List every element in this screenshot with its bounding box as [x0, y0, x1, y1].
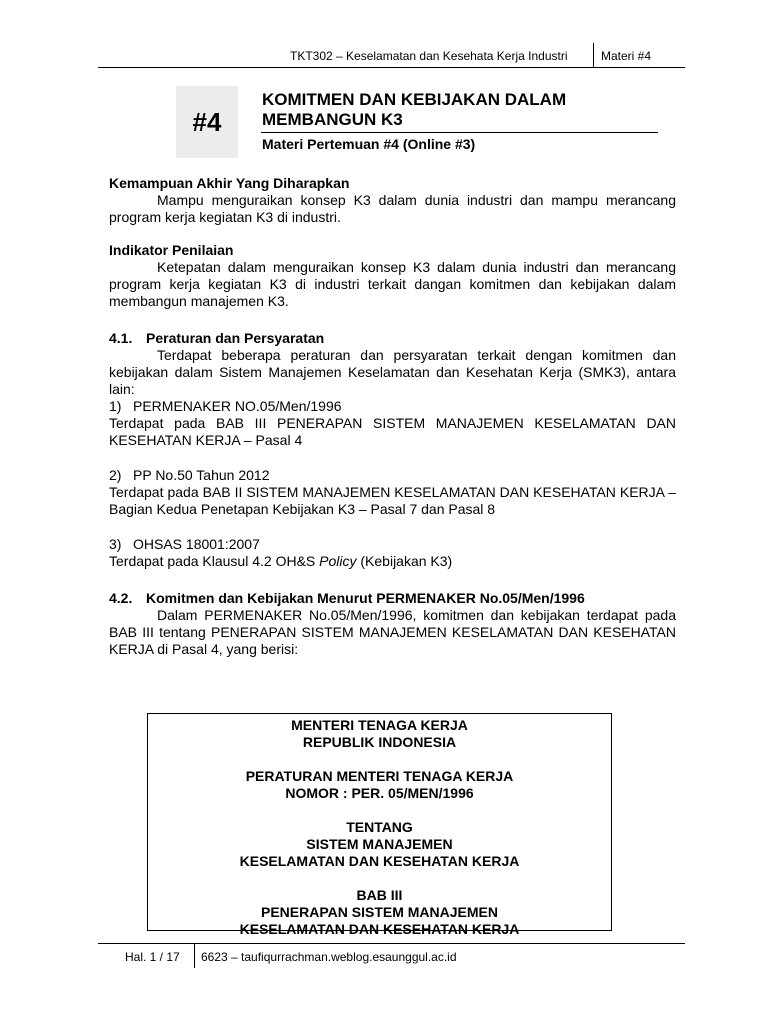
kemampuan-heading: Kemampuan Akhir Yang Diharapkan — [109, 175, 350, 191]
footer-page-number: Hal. 1 / 17 — [125, 950, 180, 964]
section-4-2-title: Komitmen dan Kebijakan Menurut PERMENAKER No.05/Men/1996 — [146, 590, 585, 606]
section-4-1-title: Peraturan dan Persyaratan — [146, 330, 325, 346]
footer-divider — [194, 944, 195, 968]
list-item-number: 3) — [109, 536, 122, 552]
reg-line: PERATURAN MENTERI TENAGA KERJA — [245, 768, 514, 784]
reg-line: MENTERI TENAGA KERJA — [291, 717, 468, 733]
list-item — [109, 467, 676, 484]
section-4-2-heading — [109, 590, 676, 607]
header-course-title: TKT302 – Keselamatan dan Kesehata Kerja Industri — [290, 49, 568, 63]
footer-site: 6623 – taufiqurrachman.weblog.esaunggul.ac.id — [201, 950, 457, 964]
reg-line: TENTANG — [346, 819, 413, 835]
list-item-desc — [109, 553, 676, 570]
reg-line: BAB III — [356, 887, 403, 903]
list-item-desc-post: (Kebijakan K3) — [356, 553, 453, 569]
section-4-1-intro: Terdapat beberapa peraturan dan persyaratan terkait dengan komitmen dan kebijakan dalam Sistem Manajemen Keselamatan dan Kesehatan Kerja (SMK3), antara lain: — [109, 347, 676, 397]
list-item — [109, 536, 676, 553]
header-rule — [98, 67, 685, 68]
list-item-title: PERMENAKER NO.05/Men/1996 — [133, 398, 342, 414]
reg-line: KESELAMATAN DAN KESEHATAN KERJA — [239, 921, 520, 937]
regulation-box — [147, 713, 612, 937]
reg-line: PENERAPAN SISTEM MANAJEMEN — [261, 904, 498, 920]
chapter-number-box — [176, 86, 238, 158]
chapter-number: #4 — [192, 106, 222, 137]
chapter-title — [262, 90, 662, 130]
section-4-1-heading — [109, 330, 676, 347]
list-item — [109, 398, 676, 415]
list-item-number: 2) — [109, 467, 122, 483]
section-4-1-number: 4.1. — [109, 330, 133, 346]
reg-line: NOMOR : PER. 05/MEN/1996 — [285, 785, 474, 801]
indikator-heading: Indikator Penilaian — [109, 242, 234, 258]
title-rule — [261, 132, 658, 133]
section-4-2-intro: Dalam PERMENAKER No.05/Men/1996, komitmen dan kebijakan terdapat pada BAB III tentang PENERAPAN SISTEM MANAJEMEN KESELAMATAN DAN KESEHATAN KERJA di Pasal 4, yang berisi: — [109, 607, 676, 657]
reg-line: KESELAMATAN DAN KESEHATAN KERJA — [239, 853, 520, 869]
list-item-desc-pre: Terdapat pada Klausul 4.2 OH&S — [109, 553, 320, 569]
kemampuan-text: Mampu menguraikan konsep K3 dalam dunia industri dan mampu merancang program kerja kegiatan K3 di industri. — [109, 192, 676, 225]
header-materi-label: Materi #4 — [601, 49, 652, 63]
document-body — [109, 175, 676, 658]
list-item-number: 1) — [109, 398, 122, 414]
chapter-title-line1: KOMITMEN DAN KEBIJAKAN DALAM — [262, 90, 567, 109]
reg-line: SISTEM MANAJEMEN — [306, 836, 453, 852]
list-item-desc: Terdapat pada BAB III PENERAPAN SISTEM MANAJEMEN KESELAMATAN DAN KESEHATAN KERJA – Pasal 4 — [109, 415, 676, 448]
reg-line: REPUBLIK INDONESIA — [302, 734, 457, 750]
list-item-desc-italic: Policy — [319, 553, 357, 569]
header-divider — [593, 43, 594, 68]
list-item-desc: Terdapat pada BAB II SISTEM MANAJEMEN KESELAMATAN DAN KESEHATAN KERJA – Bagian Kedua Penetapan Kebijakan K3 – Pasal 7 dan Pasal 8 — [109, 484, 676, 517]
chapter-subtitle: Materi Pertemuan #4 (Online #3) — [262, 136, 476, 152]
list-item-title: OHSAS 18001:2007 — [133, 536, 260, 552]
chapter-title-line2: MEMBANGUN K3 — [262, 110, 403, 129]
indikator-text: Ketepatan dalam menguraikan konsep K3 dalam dunia industri dan merancang program kerja kegiatan K3 di industri terkait dangan komitmen dan kebijakan dalam membangun manajemen K3. — [109, 259, 676, 309]
footer-rule — [98, 943, 685, 944]
list-item-title: PP No.50 Tahun 2012 — [133, 467, 270, 483]
section-4-2-number: 4.2. — [109, 590, 133, 606]
